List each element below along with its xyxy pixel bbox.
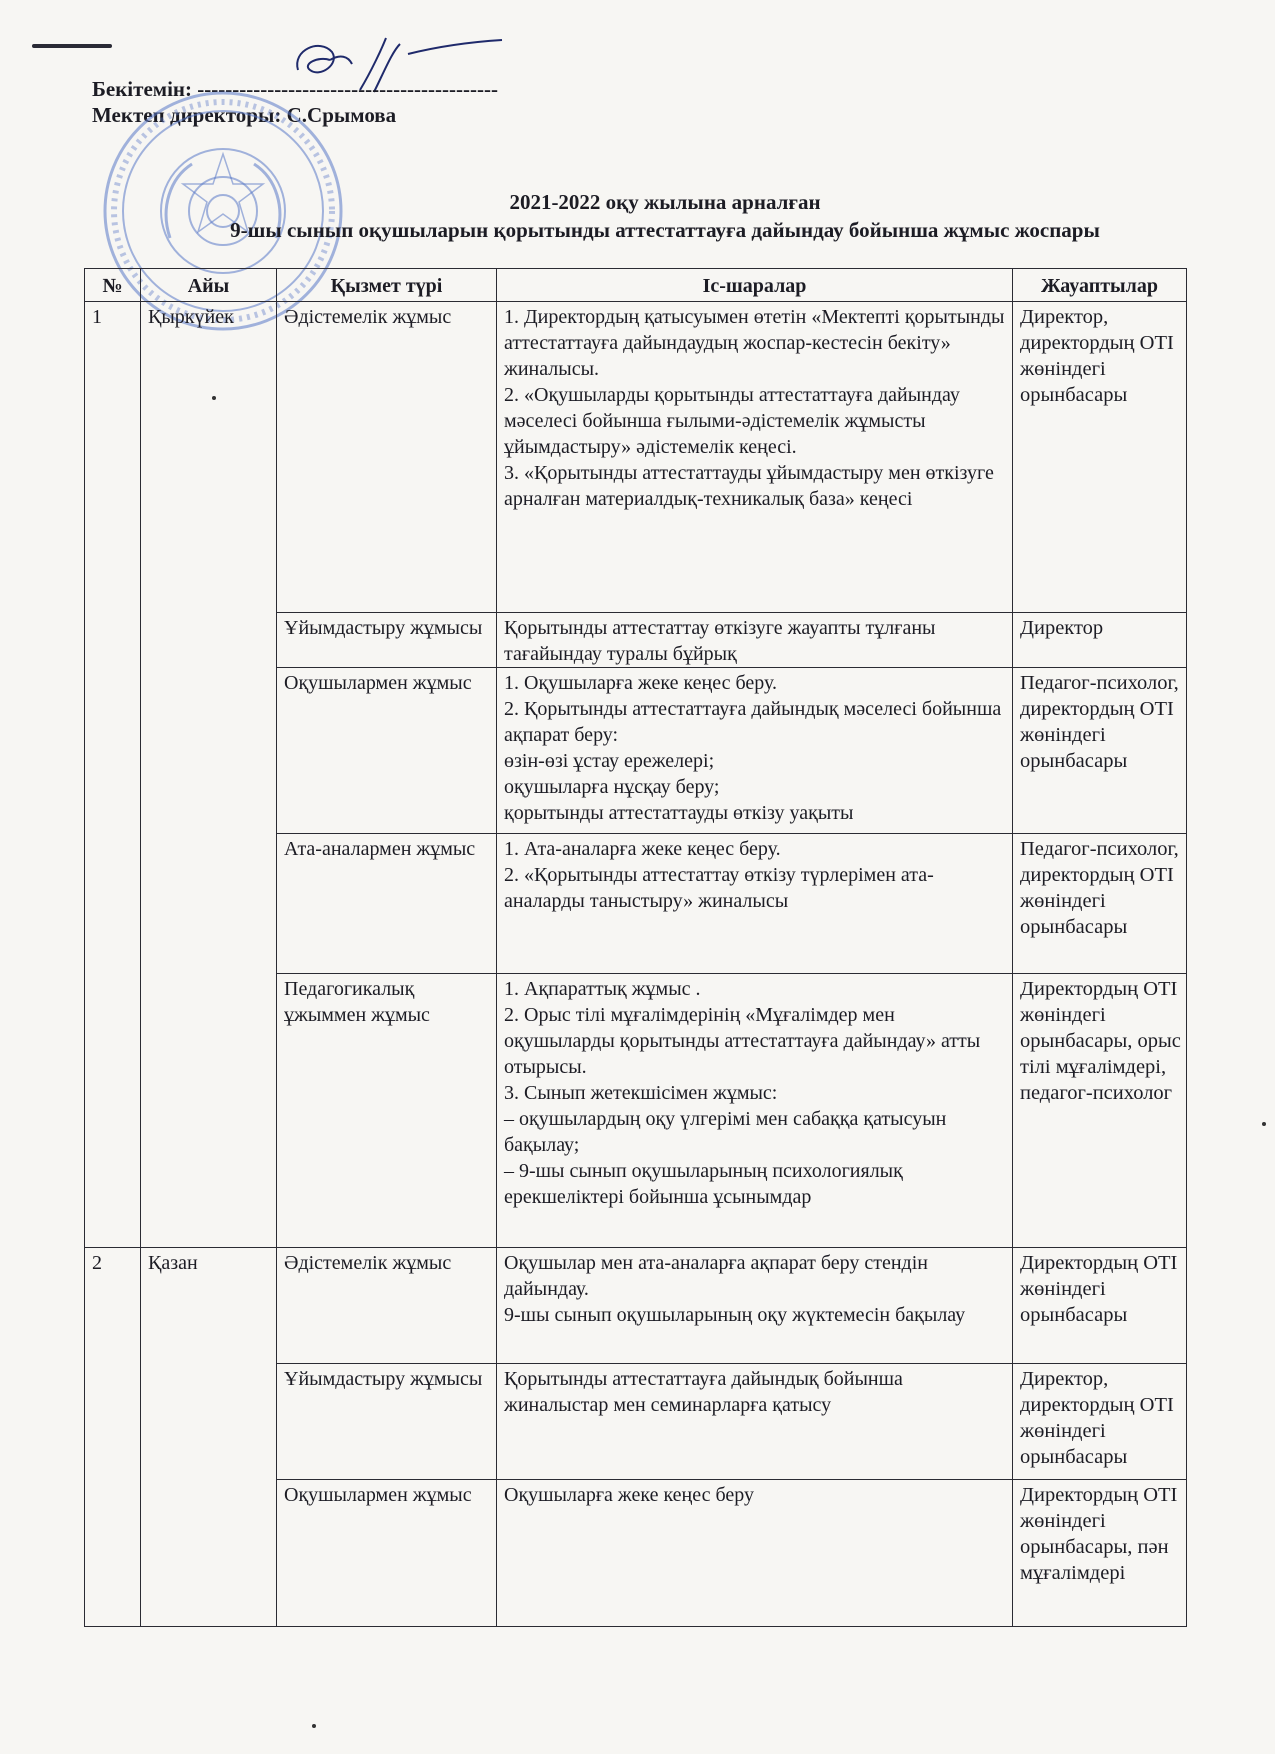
page-speck (1262, 1122, 1266, 1126)
director-line: Мектеп директоры: С.Срымова (92, 103, 397, 127)
cell-events: 1. Директордың қатысуымен өтетін «Мектепті қорытынды аттестаттауға дайындаудың жоспар-кестесін бекіту» жиналысы. 2. «Оқушыларды қорытынды аттестаттауға дайындау мәселесі бойынша ғылыми-әдістемелік жұмысты ұйымдастыру» әдістемелік кеңесі. 3. «Қорытынды аттестаттауды ұйымдастыру мен өткізуге арналған материалдық-техникалық база» кеңесі (497, 302, 1013, 613)
table-body (85, 302, 1187, 1627)
cell-events: Қорытынды аттестаттау өткізуге жауапты тұлғаны тағайындау туралы бұйрық (497, 613, 1013, 668)
header-month: Айы (141, 269, 277, 302)
cell-activity-type: Ұйымдастыру жұмысы (277, 1364, 497, 1480)
cell-responsible: Педагог-психолог, директордың ОТІ жөніндегі орынбасары (1013, 668, 1187, 834)
cell-activity-type: Оқушылармен жұмыс (277, 668, 497, 834)
cell-events: Қорытынды аттестаттауға дайындық бойынша жиналыстар мен семинарларға қатысу (497, 1364, 1013, 1480)
cell-responsible: Директор, директордың ОТІ жөніндегі орынбасары (1013, 1364, 1187, 1480)
document-title (80, 188, 1250, 244)
cell-month: Қыркүйек (141, 302, 277, 1248)
cell-number: 2 (85, 1248, 141, 1627)
cell-responsible: Директор, директордың ОТІ жөніндегі орынбасары (1013, 302, 1187, 613)
page-speck (312, 1724, 316, 1728)
title-line-1: 2021-2022 оқу жылына арналған (509, 190, 821, 214)
approve-label: Бекітемін: (92, 77, 193, 101)
cell-number: 1 (85, 302, 141, 1248)
header-activity-type: Қызмет түрі (277, 269, 497, 302)
cell-responsible: Директордың ОТІ жөніндегі орынбасары, пән мұғалімдері (1013, 1480, 1187, 1627)
table-row (85, 302, 1187, 613)
header-events: Іс-шаралар (497, 269, 1013, 302)
cell-activity-type: Ұйымдастыру жұмысы (277, 613, 497, 668)
work-plan-table (84, 268, 1187, 1627)
header-number: № (85, 269, 141, 302)
cell-activity-type: Педагогикалық ұжыммен жұмыс (277, 974, 497, 1248)
cell-activity-type: Оқушылармен жұмыс (277, 1480, 497, 1627)
cell-events: Оқушылар мен ата-аналарға ақпарат беру стендін дайындау. 9-шы сынып оқушыларының оқу жүктемесін бақылау (497, 1248, 1013, 1364)
top-edge-mark (32, 44, 112, 48)
cell-activity-type: Әдістемелік жұмыс (277, 302, 497, 613)
cell-events: 1. Ақпараттық жұмыс . 2. Орыс тілі мұғалімдерінің «Мұғалімдер мен оқушыларды қорытынды аттестаттауға дайындау» атты отырысы. 3. Сынып жетекшісімен жұмыс: – оқушылардың оқу үлгерімі мен сабаққа қатысуын бақылау; – 9-шы сынып оқушыларының психологиялық ерекшеліктері бойынша ұсынымдар (497, 974, 1013, 1248)
cell-events: 1. Ата-аналарға жеке кеңес беру. 2. «Қорытынды аттестаттау өткізу түрлерімен ата-аналарды таныстыру» жиналысы (497, 834, 1013, 974)
cell-events: Оқушыларға жеке кеңес беру (497, 1480, 1013, 1627)
cell-responsible: Педагог-психолог, директордың ОТІ жөніндегі орынбасары (1013, 834, 1187, 974)
page-speck (212, 396, 216, 400)
table-header-row (85, 269, 1187, 302)
title-line-2: 9-шы сынып оқушыларын қорытынды аттестаттауға дайындау бойынша жұмыс жоспары (230, 218, 1100, 242)
approve-dashes: ------------------------------------------- (197, 77, 498, 101)
cell-responsible: Директордың ОТІ жөніндегі орынбасары (1013, 1248, 1187, 1364)
cell-responsible: Директордың ОТІ жөніндегі орынбасары, орыс тілі мұғалімдері, педагог-психолог (1013, 974, 1187, 1248)
cell-activity-type: Әдістемелік жұмыс (277, 1248, 497, 1364)
cell-activity-type: Ата-аналармен жұмыс (277, 834, 497, 974)
table-row (85, 1248, 1187, 1364)
cell-month: Қазан (141, 1248, 277, 1627)
header-responsible: Жауаптылар (1013, 269, 1187, 302)
cell-responsible: Директор (1013, 613, 1187, 668)
cell-events: 1. Оқушыларға жеке кеңес беру. 2. Қорытынды аттестаттауға дайындық мәселесі бойынша ақпарат беру: өзін-өзі ұстау ережелері; оқушыларға нұсқау беру; қорытынды аттестаттауды өткізу уақыты (497, 668, 1013, 834)
